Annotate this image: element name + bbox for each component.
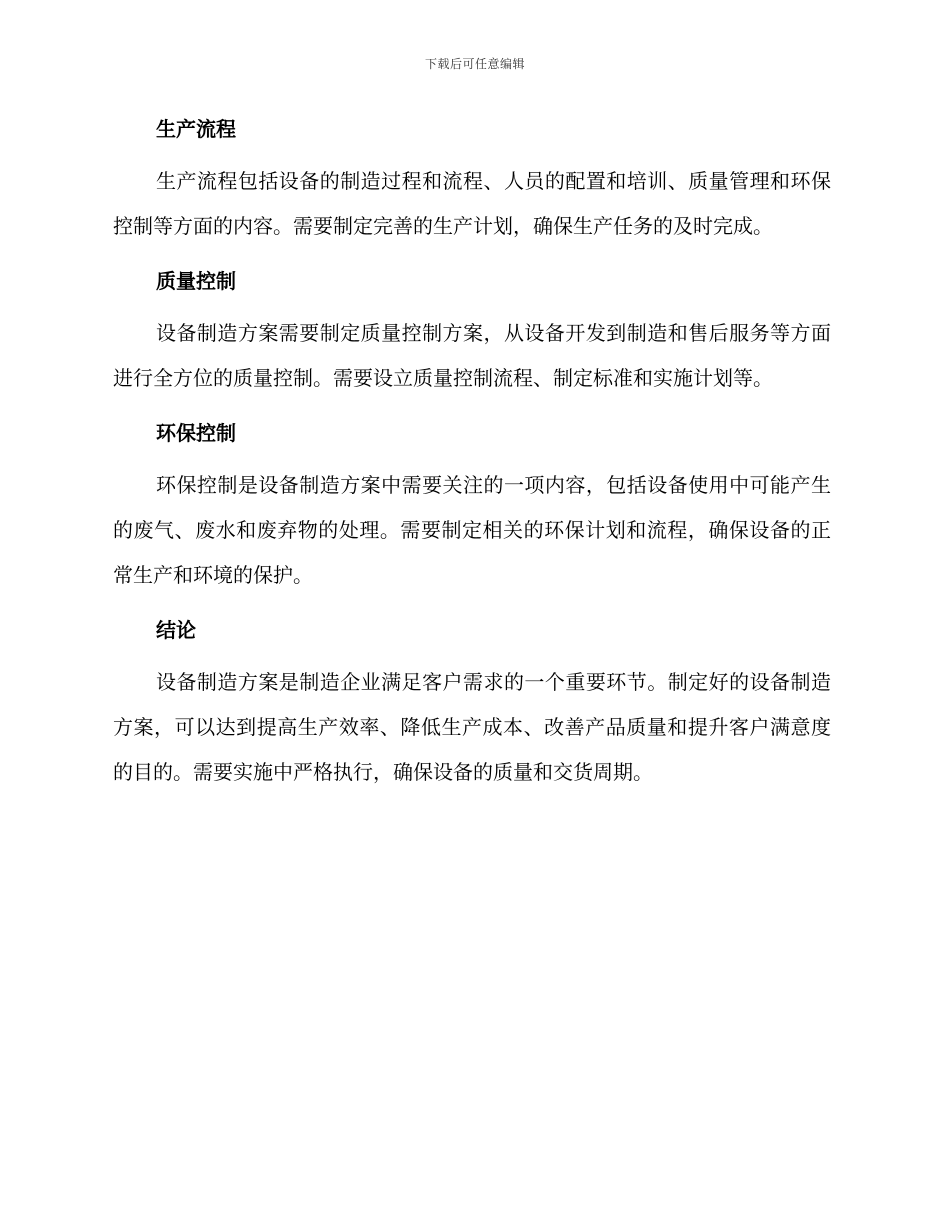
section-conclusion [113,613,831,795]
section-heading: 生产流程 [156,117,236,141]
section-paragraph: 环保控制是设备制造方案中需要关注的一项内容，包括设备使用中可能产生的废气、废水和废弃物的处理。需要制定相关的环保计划和流程，确保设备的正常生产和环境的保护。 [113,473,831,587]
section-heading: 结论 [156,618,196,642]
section-heading: 质量控制 [156,269,236,293]
section-heading: 环保控制 [156,421,236,445]
section-paragraph: 设备制造方案是制造企业满足客户需求的一个重要环节。制定好的设备制造方案，可以达到提高生产效率、降低生产成本、改善产品质量和提升客户满意度的目的。需要实施中严格执行，确保设备的质量和交货周期。 [113,670,831,784]
section-paragraph: 设备制造方案需要制定质量控制方案，从设备开发到制造和售后服务等方面进行全方位的质量控制。需要设立质量控制流程、制定标准和实施计划等。 [113,321,831,390]
page-header: 下载后可任意编辑 [424,57,525,71]
section-quality-control [113,264,831,401]
section-production-process [113,112,831,249]
document-content [113,112,831,810]
section-environmental-control [113,416,831,598]
section-paragraph: 生产流程包括设备的制造过程和流程、人员的配置和培训、质量管理和环保控制等方面的内容。需要制定完善的生产计划，确保生产任务的及时完成。 [113,169,831,238]
